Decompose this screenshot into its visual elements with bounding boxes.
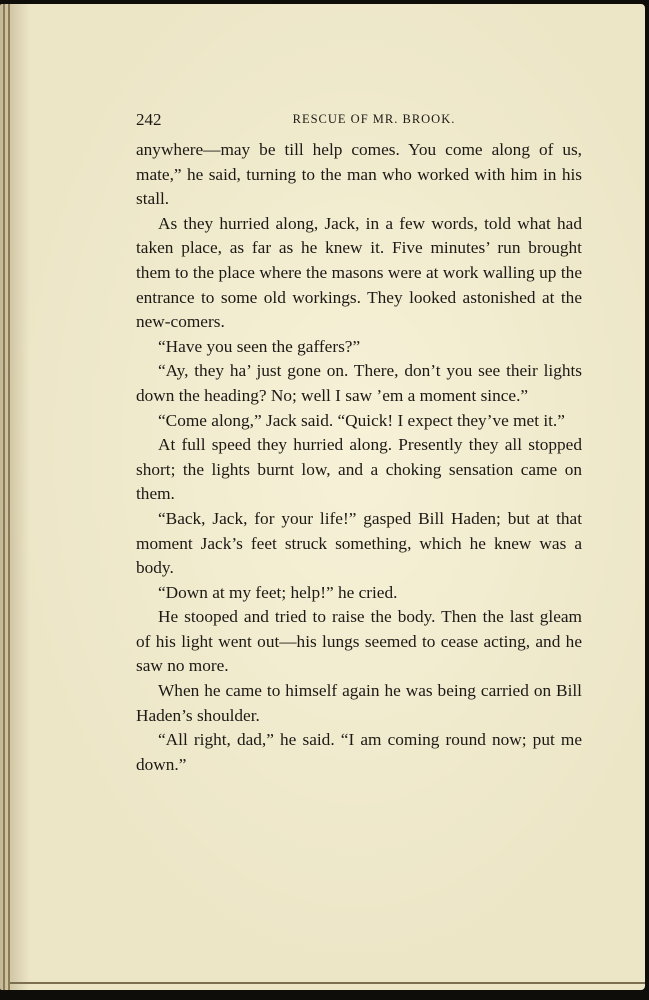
paragraph: “Back, Jack, for your life!” gasped Bill Haden; but at that moment Jack’s feet struck something, which he knew was a body.	[136, 508, 582, 578]
paragraph: “Ay, they ha’ just gone on. There, don’t you see their lights down the heading? No; well I saw ’em a moment since.”	[136, 361, 582, 405]
paragraph: At full speed they hurried along. Presently they all stopped short; the lights burnt low, and a choking sensation came on them.	[136, 435, 582, 504]
page-number: 242	[136, 110, 162, 129]
paragraph: “Have you seen the gaffers?”	[158, 336, 361, 356]
body-text	[136, 138, 582, 777]
paragraph: As they hurried along, Jack, in a few words, told what had taken place, as far as he knew it. Five minutes’ run brought them to the place where the masons were at work walling up the entrance to some old workings. They looked astonished at the new-comers.	[136, 213, 582, 332]
paragraph: “Down at my feet; help!” he cried.	[158, 582, 398, 602]
bottom-edge-line	[10, 982, 645, 984]
paragraph: anywhere—may be till help comes. You come along of us, mate,” he said, turning to the man who worked with him in his stall.	[136, 140, 582, 209]
paragraph: When he came to himself again he was being carried on Bill Haden’s shoulder.	[136, 681, 582, 725]
binding-edge-line	[3, 4, 5, 990]
page-header	[136, 110, 582, 130]
running-title: RESCUE OF MR. BROOK.	[292, 112, 456, 126]
paragraph: He stooped and tried to raise the body. Then the last gleam of his light went out—his lungs seemed to cease acting, and he saw no more.	[136, 607, 582, 676]
paragraph: “Come along,” Jack said. “Quick! I expect they’ve met it.”	[158, 410, 565, 430]
binding-edge-line	[8, 4, 10, 990]
book-page	[0, 4, 645, 990]
paragraph: “All right, dad,” he said. “I am coming round now; put me down.”	[136, 730, 582, 774]
